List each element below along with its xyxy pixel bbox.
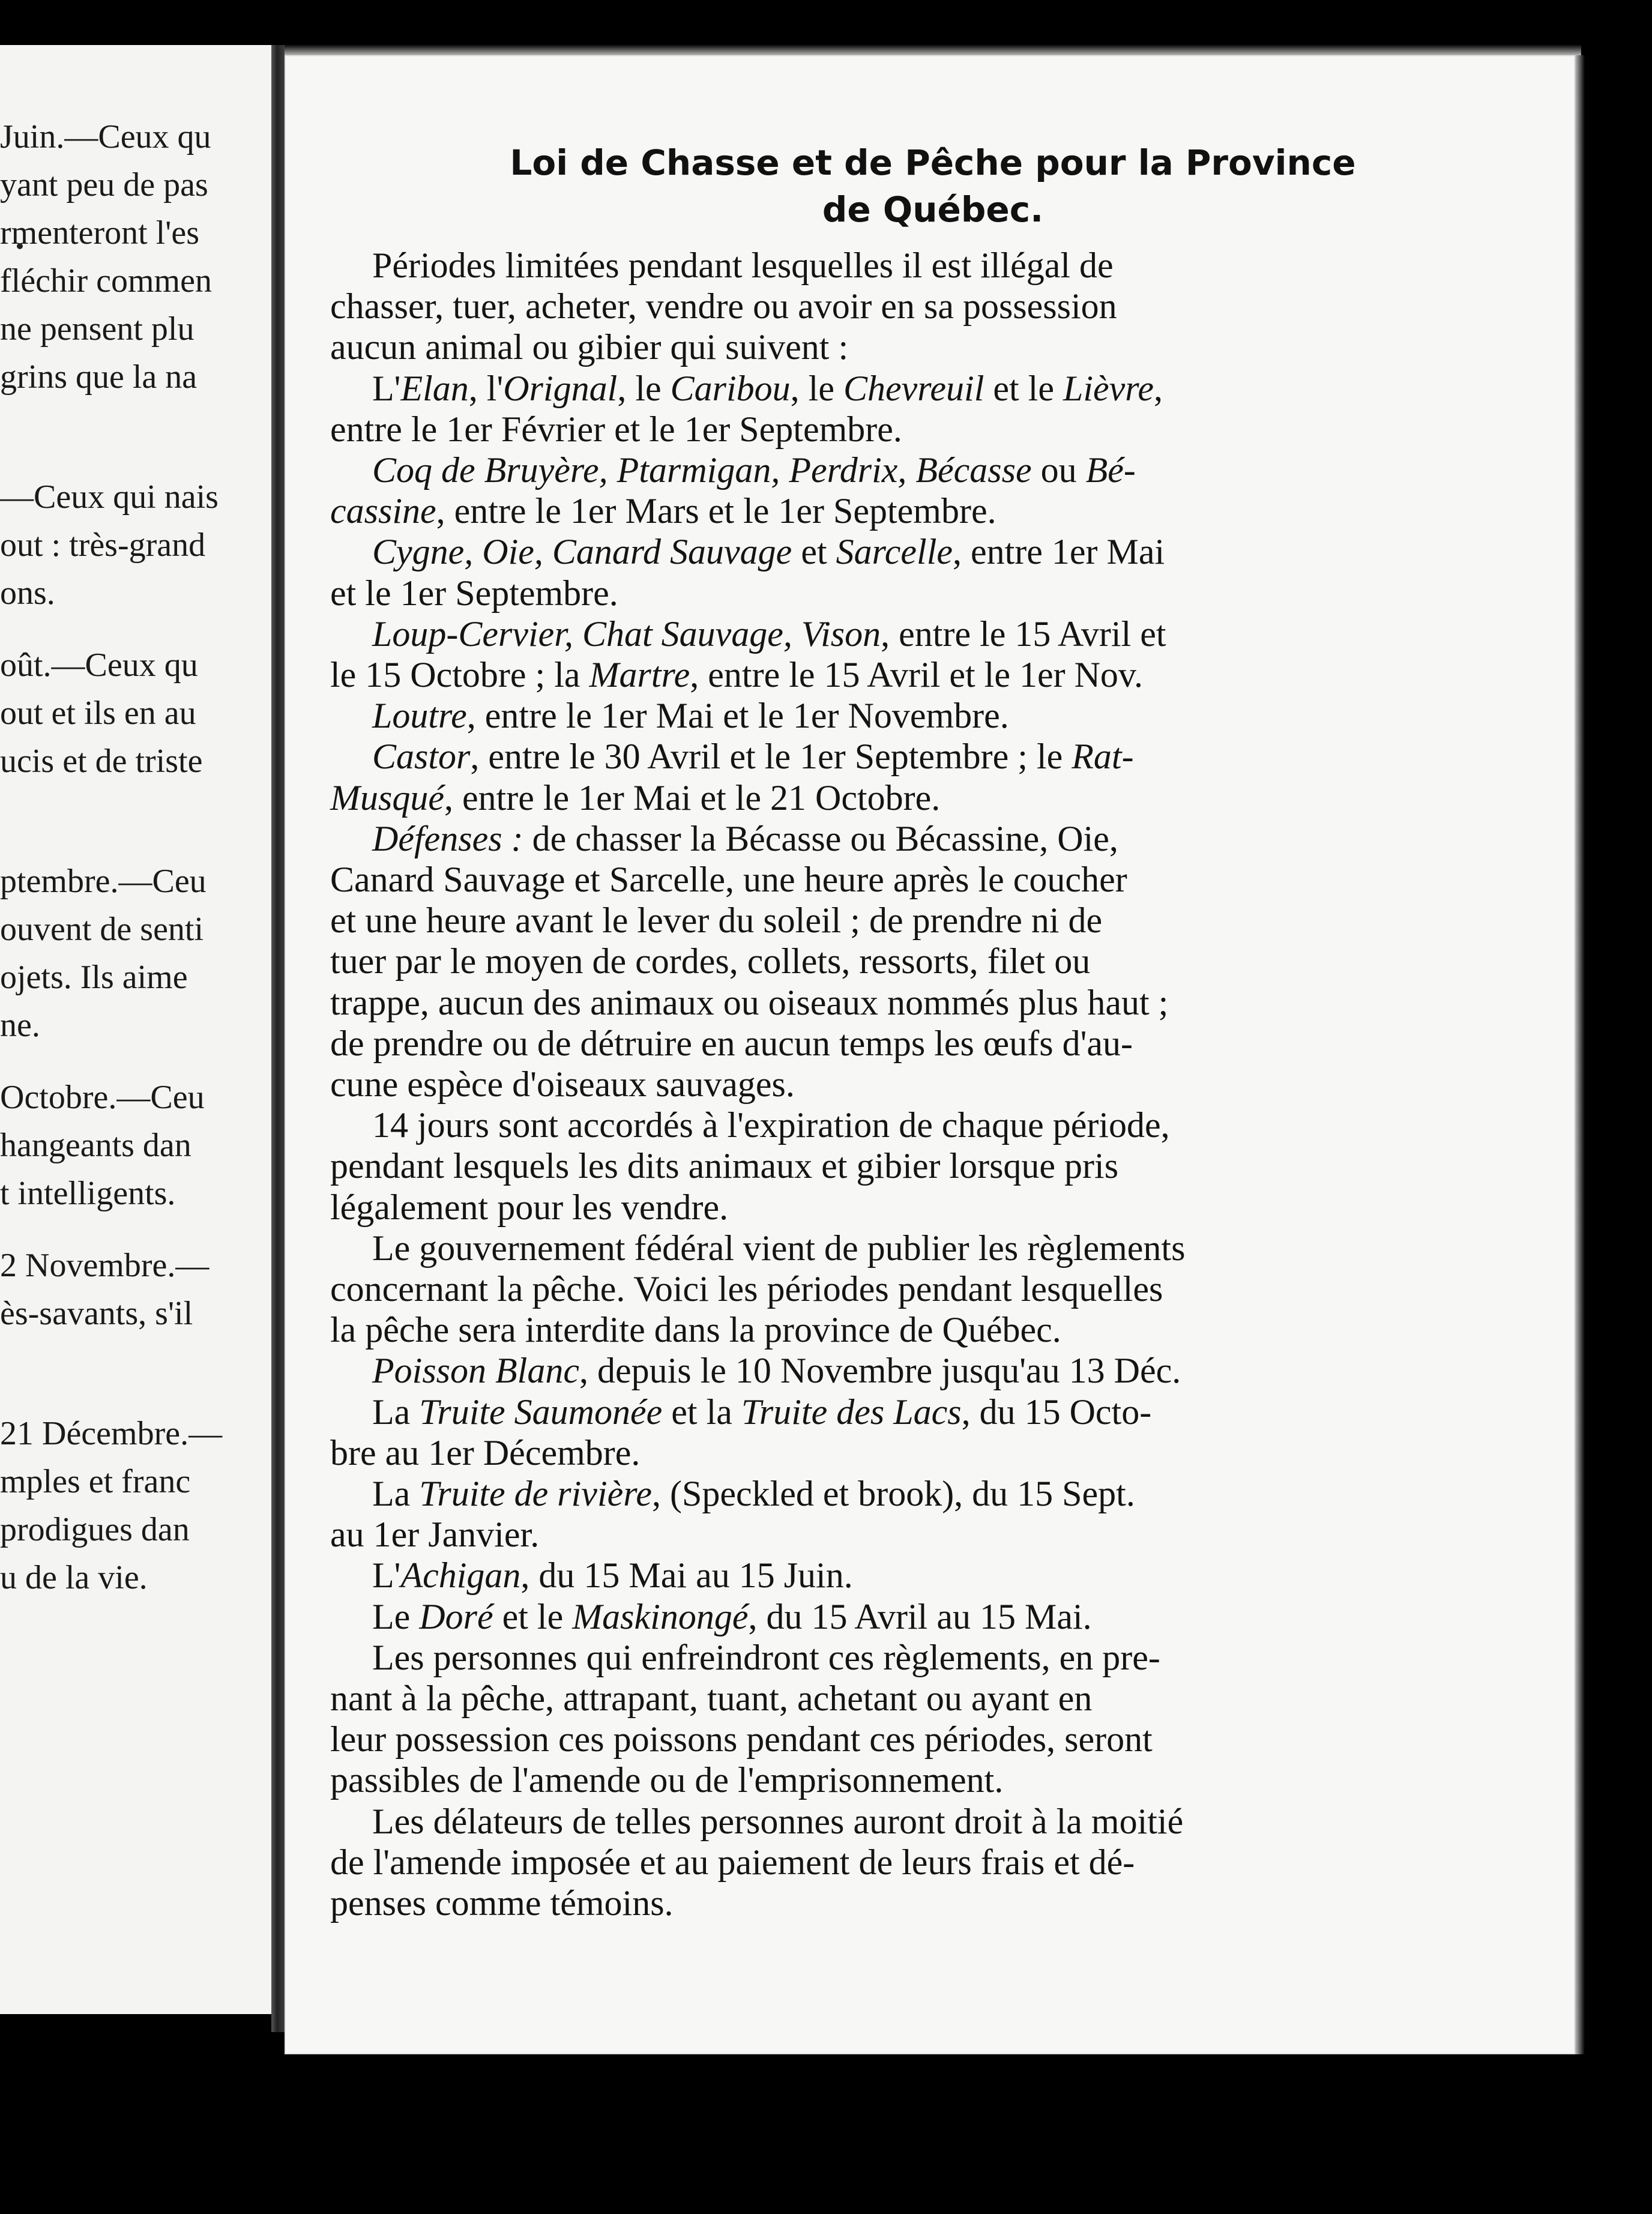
left-page-line: mples et franc xyxy=(0,1463,191,1500)
body-line xyxy=(372,738,1134,774)
body-line xyxy=(330,1271,1163,1307)
text-run: , entre 1er Mai xyxy=(953,532,1165,572)
body-line xyxy=(330,1189,728,1225)
text-run: , le xyxy=(617,369,671,408)
italic-term: Coq de Bruyère, Ptarmigan, Perdrix, Bécasse xyxy=(372,450,1032,490)
text-run: L' xyxy=(372,1555,401,1595)
left-page-line: 21 Décembre.— xyxy=(0,1415,223,1452)
left-page-line: Octobre.—Ceu xyxy=(0,1079,205,1116)
page-gutter xyxy=(271,45,286,2032)
text-run: la pêche sera interdite dans la province de Québec. xyxy=(330,1310,1061,1350)
body-line xyxy=(372,534,1165,570)
body-line xyxy=(330,329,848,365)
left-page-line: Juin.—Ceux qu xyxy=(0,118,211,155)
italic-term: Poisson Blanc xyxy=(372,1351,579,1390)
left-page-line: ucis et de triste xyxy=(0,743,203,780)
left-page-line: ons. xyxy=(0,575,55,612)
body-line xyxy=(330,1680,1092,1716)
text-run: passibles de l'amende ou de l'emprisonnement. xyxy=(330,1760,1004,1800)
italic-term: Elan xyxy=(400,369,469,408)
left-page-line: 2 Novembre.— xyxy=(0,1247,210,1284)
text-run: et le xyxy=(984,369,1063,408)
italic-term: Bé- xyxy=(1085,450,1136,490)
body-line xyxy=(372,821,1118,857)
body-line xyxy=(372,247,1114,283)
text-run: , du 15 Octo- xyxy=(961,1392,1152,1432)
italic-term: cassine xyxy=(330,491,436,531)
italic-term: Caribou xyxy=(670,369,791,408)
text-run: Canard Sauvage et Sarcelle, une heure après le coucher xyxy=(330,860,1127,899)
left-page-line: oût.—Ceux qu xyxy=(0,647,198,684)
body-line xyxy=(372,1394,1151,1430)
text-run: nant à la pêche, attrapant, tuant, achetant ou ayant en xyxy=(330,1679,1093,1718)
text-run: et le 1er Septembre. xyxy=(330,573,618,613)
text-run: ou xyxy=(1031,450,1086,490)
text-run: , entre le 15 Avril et xyxy=(881,614,1166,654)
body-line xyxy=(330,902,1102,938)
body-line xyxy=(330,1762,1003,1798)
body-line xyxy=(372,1639,1160,1676)
body-line xyxy=(372,1107,1170,1143)
text-run: cune espèce d'oiseaux sauvages. xyxy=(330,1064,795,1104)
text-run: , (Speckled et brook), du 15 Sept. xyxy=(652,1474,1135,1513)
text-run: de chasser la Bécasse ou Bécassine, Oie, xyxy=(523,819,1118,858)
left-page-line: ptembre.—Ceu xyxy=(0,863,206,900)
body-line xyxy=(330,288,1117,324)
body-line xyxy=(330,411,902,447)
text-run: , entre le 15 Avril et le 1er Nov. xyxy=(690,655,1144,695)
text-run: de l'amende imposée et au paiement de leurs frais et dé- xyxy=(330,1842,1135,1882)
left-page-line: ojets. Ils aime xyxy=(0,959,188,996)
text-run: concernant la pêche. Voici les périodes pendant lesquelles xyxy=(330,1269,1163,1309)
text-run: entre le 1er Février et le 1er Septembre. xyxy=(330,409,902,449)
text-run: bre au 1er Décembre. xyxy=(330,1433,641,1473)
body-line xyxy=(330,493,996,529)
text-run: et le xyxy=(493,1597,573,1636)
italic-term: Martre xyxy=(589,655,690,695)
body-line xyxy=(330,1025,1133,1061)
italic-term: Doré xyxy=(419,1597,493,1636)
text-run: de prendre ou de détruire en aucun temps les œufs d'au- xyxy=(330,1024,1133,1063)
text-run: trappe, aucun des animaux ou oiseaux nommés plus haut ; xyxy=(330,983,1169,1022)
main-page xyxy=(285,55,1575,2054)
italic-term: Maskinongé xyxy=(572,1597,749,1636)
italic-term: Loutre xyxy=(372,696,467,735)
italic-term: Truite de rivière xyxy=(419,1474,652,1513)
body-line xyxy=(330,575,618,611)
text-run: , entre le 1er Mai et le 21 Octobre. xyxy=(444,778,941,818)
page-title-line-1: Loi de Chasse et de Pêche pour la Province xyxy=(510,142,1356,183)
text-run: , entre le 1er Mars et le 1er Septembre. xyxy=(436,491,996,531)
text-run: le 15 Octobre ; la xyxy=(330,655,589,695)
italic-term: Cygne, Oie, Canard Sauvage xyxy=(372,532,792,572)
body-line xyxy=(372,1353,1181,1389)
body-line xyxy=(372,1803,1183,1839)
italic-term: Défenses : xyxy=(372,819,523,858)
text-run: Les personnes qui enfreindront ces règlements, en pre- xyxy=(372,1638,1160,1677)
italic-term: Lièvre xyxy=(1063,369,1154,408)
left-page-line: grins que la na xyxy=(0,358,197,396)
text-run: Le xyxy=(372,1597,420,1636)
text-run: et une heure avant le lever du soleil ; de prendre ni de xyxy=(330,900,1103,940)
left-page-line: ne pensent plu xyxy=(0,310,194,348)
text-run: , depuis le 10 Novembre jusqu'au 13 Déc. xyxy=(579,1351,1181,1390)
italic-term: Achigan xyxy=(400,1555,521,1595)
italic-term: Chevreuil xyxy=(843,369,984,408)
text-run: La xyxy=(372,1474,420,1513)
text-run: 14 jours sont accordés à l'expiration de chaque période, xyxy=(372,1105,1170,1145)
left-page-line: —Ceux qui nais xyxy=(0,478,219,516)
text-run: , du 15 Avril au 15 Mai. xyxy=(748,1597,1092,1636)
text-run: Les délateurs de telles personnes auront droit à la moitié xyxy=(372,1802,1184,1841)
body-line xyxy=(330,985,1168,1021)
text-run: aucun animal ou gibier qui suivent : xyxy=(330,327,849,367)
left-page-line: rmenteront l'es xyxy=(0,214,199,252)
page-right-edge xyxy=(1575,55,1585,2054)
text-run: légalement pour les vendre. xyxy=(330,1187,729,1227)
italic-term: Truite Saumonée xyxy=(419,1392,663,1432)
text-run: , entre le 1er Mai et le 1er Novembre. xyxy=(466,696,1009,735)
body-line xyxy=(330,1066,795,1102)
italic-term: Rat- xyxy=(1072,737,1134,776)
italic-term: Loup-Cervier, Chat Sauvage, Vison xyxy=(372,614,881,654)
text-run: , xyxy=(1154,369,1163,408)
left-page-line: ne. xyxy=(0,1007,40,1044)
text-run: penses comme témoins. xyxy=(330,1883,674,1923)
text-run: , le xyxy=(790,369,843,408)
text-run: au 1er Janvier. xyxy=(330,1515,540,1554)
left-page-line: fléchir commen xyxy=(0,262,212,300)
text-run: L' xyxy=(372,369,401,408)
text-run: chasser, tuer, acheter, vendre ou avoir en sa possession xyxy=(330,286,1117,326)
left-page-line: out : très-grand xyxy=(0,526,206,564)
body-line xyxy=(330,1312,1061,1348)
left-page-line: hangeants dan xyxy=(0,1127,191,1164)
italic-term: Castor xyxy=(372,737,471,776)
body-line xyxy=(330,1148,1118,1184)
body-line xyxy=(372,370,1163,406)
body-line xyxy=(330,1721,1153,1757)
body-line xyxy=(372,452,1136,488)
text-run: Périodes limitées pendant lesquelles il est illégal de xyxy=(372,246,1114,285)
left-page-line: t intelligents. xyxy=(0,1175,176,1212)
body-line xyxy=(330,861,1127,897)
left-page-line: u de la vie. xyxy=(0,1559,148,1596)
page-title-line-2: de Québec. xyxy=(822,189,1044,230)
text-run: et xyxy=(792,532,836,572)
italic-term: Orignal xyxy=(503,369,618,408)
body-line xyxy=(330,1435,640,1471)
text-run: , entre le 30 Avril et le 1er Septembre ; le xyxy=(470,737,1072,776)
text-run: , l' xyxy=(468,369,504,408)
text-run: La xyxy=(372,1392,420,1432)
body-line xyxy=(372,616,1166,652)
left-page-line: ouvent de senti xyxy=(0,911,204,948)
body-line xyxy=(330,780,940,816)
left-page-line: prodigues dan xyxy=(0,1511,190,1548)
left-page xyxy=(0,45,275,2014)
body-line xyxy=(372,698,1009,734)
left-page-line: yant peu de pas xyxy=(0,166,208,204)
italic-term: Musqué xyxy=(330,778,444,818)
text-run: pendant lesquels les dits animaux et gibier lorsque pris xyxy=(330,1146,1119,1186)
text-run: et la xyxy=(662,1392,741,1432)
text-run: tuer par le moyen de cordes, collets, ressorts, filet ou xyxy=(330,941,1091,981)
body-line xyxy=(330,1844,1135,1880)
body-line xyxy=(330,943,1090,979)
left-page-line: out et ils en au xyxy=(0,695,196,732)
body-line xyxy=(330,1885,674,1921)
body-line xyxy=(330,1516,539,1552)
body-line xyxy=(372,1476,1135,1512)
left-page-line: ès-savants, s'il xyxy=(0,1295,193,1332)
italic-term: Truite des Lacs xyxy=(741,1392,962,1432)
body-line xyxy=(372,1230,1185,1266)
body-line xyxy=(372,1599,1092,1635)
text-run: Le gouvernement fédéral vient de publier les règlements xyxy=(372,1228,1186,1268)
body-line xyxy=(372,1557,853,1593)
body-line xyxy=(330,657,1143,693)
text-run: , du 15 Mai au 15 Juin. xyxy=(520,1555,853,1595)
text-run: leur possession ces poissons pendant ces périodes, seront xyxy=(330,1719,1153,1759)
italic-term: Sarcelle xyxy=(836,532,953,572)
